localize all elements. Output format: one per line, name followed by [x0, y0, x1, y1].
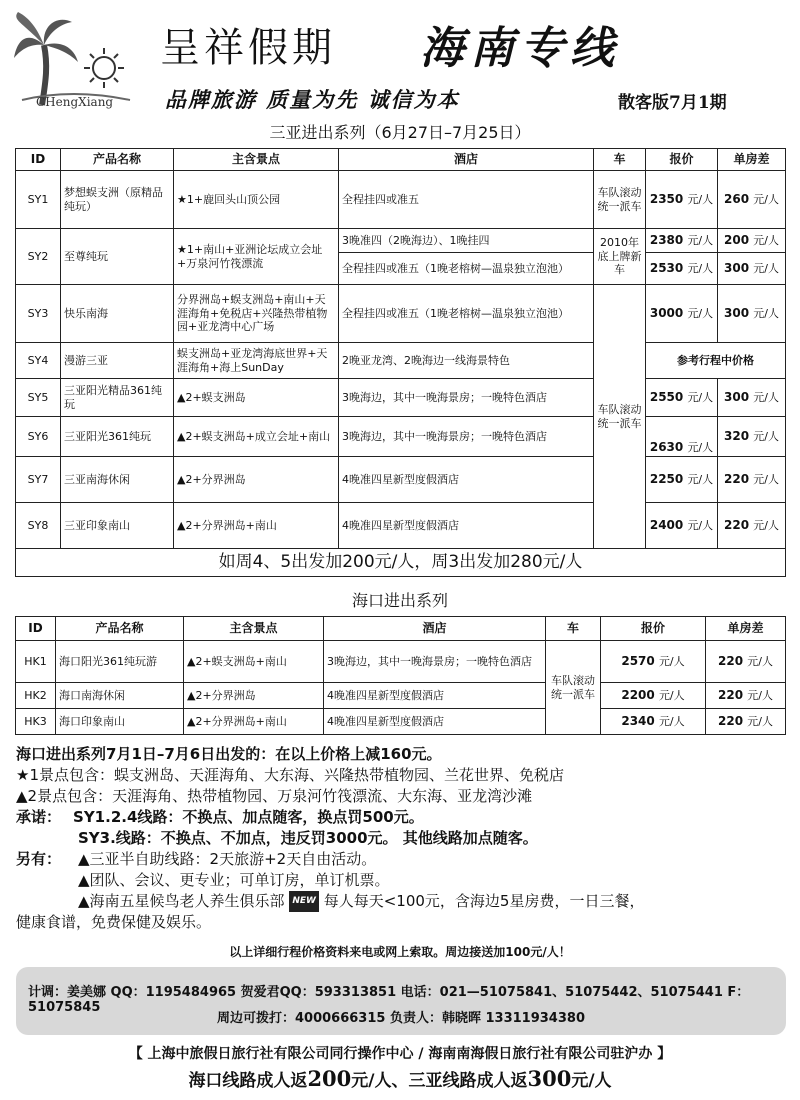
table-row	[16, 641, 786, 683]
spots: ★1+鹿回头山顶公园	[174, 171, 339, 229]
contact-row-1: 计调：姜美娜 QQ：1195484965 贺爱君QQ：593313851 电话：021—51075841、51075442、51075441 F：51075845	[28, 985, 750, 1015]
price: 2550 元/人	[646, 379, 718, 417]
hotel: 3晚海边，其中一晚海景房；一晚特色酒店	[324, 641, 546, 683]
notes-block	[16, 744, 796, 933]
table-row	[16, 683, 786, 709]
spots: ▲2+蜈支洲岛	[174, 379, 339, 417]
tri2-note: ▲2景点包含：天涯海角、热带植物园、万泉河竹筏漂流、大东海、亚龙湾沙滩	[16, 787, 533, 805]
hotel: 全程挂四或准五（1晚老榕树—温泉独立泡池）	[339, 285, 594, 343]
hotel: 4晚准四星新型度假酒店	[324, 683, 546, 709]
edition-label: 散客版7月1期	[618, 93, 727, 113]
price: 2380 元/人	[646, 229, 718, 253]
table-row	[16, 457, 786, 503]
row-id: HK3	[16, 709, 56, 735]
spots: ▲2+蜈支洲岛+南山	[184, 641, 324, 683]
price: 2200 元/人	[601, 683, 706, 709]
col-header: 主含景点	[174, 149, 339, 171]
slogan: 品牌旅游 质量为先 诚信为本	[165, 88, 460, 112]
car-group: 车队滚动统一派车	[546, 641, 601, 735]
single-diff: 300 元/人	[718, 285, 786, 343]
price: 2340 元/人	[601, 709, 706, 735]
product-name: 三亚印象南山	[61, 503, 174, 549]
row-id: SY2	[16, 229, 61, 285]
table-row	[16, 503, 786, 549]
col-header: 报价	[601, 617, 706, 641]
hotel: 3晚海边，其中一晚海景房；一晚特色酒店	[339, 417, 594, 457]
disclaimer: 以上详细行程价格资料来电或网上索取。周边接送加100元/人！	[229, 945, 571, 959]
single-diff: 220 元/人	[706, 683, 786, 709]
single-diff: 260 元/人	[718, 171, 786, 229]
single-diff: 300 元/人	[718, 379, 786, 417]
table-row	[16, 709, 786, 735]
price: 2400 元/人	[646, 503, 718, 549]
price: 2630 元/人	[646, 417, 718, 457]
col-header: ID	[16, 617, 56, 641]
table-row	[16, 229, 786, 253]
sanya-table	[15, 148, 786, 577]
also-line-4: 健康食谱，免费保健及娱乐。	[16, 913, 212, 931]
contact-row-2: 周边可拨打：4000666315 负责人：韩晓晖 13311934380	[216, 1011, 585, 1026]
also-line-1: 另有： ▲三亚半自助线路：2天旅游+2天自由活动。	[16, 850, 377, 868]
col-header: 产品名称	[56, 617, 184, 641]
table-row	[16, 171, 786, 229]
row-id: SY4	[16, 343, 61, 379]
product-name: 海口南海休闲	[56, 683, 184, 709]
row-id: SY3	[16, 285, 61, 343]
surcharge-note: 如周4、5出发加200元/人，周3出发加280元/人	[16, 549, 786, 577]
product-name: 至尊纯玩	[61, 229, 174, 285]
spots: ▲2+分界洲岛+南山	[184, 709, 324, 735]
price: 2530 元/人	[646, 253, 718, 285]
hotel: 2晚亚龙湾、2晚海边一线海景特色	[339, 343, 594, 379]
col-header: 报价	[646, 149, 718, 171]
company-line: 【 上海中旅假日旅行社有限公司同行操作中心 / 海南南海假日旅行社有限公司驻沪办 】	[128, 1046, 672, 1062]
logo-text: CHengXiang	[36, 95, 114, 109]
row-id: SY1	[16, 171, 61, 229]
product-name: 三亚阳光361纯玩	[61, 417, 174, 457]
row-id: SY8	[16, 503, 61, 549]
also-line-2: ▲团队、会议、更专业；可单订房，单订机票。	[78, 871, 390, 889]
single-diff: 220 元/人	[706, 709, 786, 735]
product-name: 快乐南海	[61, 285, 174, 343]
sanya-section-title: 三亚进出系列（6月27日–7月25日）	[269, 123, 531, 142]
single-diff: 220 元/人	[718, 503, 786, 549]
col-header: ID	[16, 149, 61, 171]
hotel: 4晚准四星新型度假酒店	[339, 503, 594, 549]
price: 2350 元/人	[646, 171, 718, 229]
row-id: SY7	[16, 457, 61, 503]
hotel: 3晚海边，其中一晚海景房；一晚特色酒店	[339, 379, 594, 417]
hotel: 4晚准四星新型度假酒店	[324, 709, 546, 735]
price: 2570 元/人	[601, 641, 706, 683]
table-row	[16, 285, 786, 343]
price-note: 参考行程中价格	[646, 343, 786, 379]
rebate-line: 海口线路成人返200元/人、三亚线路成人返300元/人	[188, 1066, 612, 1091]
promise-line-1: 承诺： SY1.2.4线路：不换点、加点随客，换点罚500元。	[16, 808, 424, 826]
col-header: 车	[546, 617, 601, 641]
single-diff: 220 元/人	[718, 457, 786, 503]
also-line-3: ▲海南五星候鸟老人养生俱乐部 NEW 每人每天<100元，含海边5星房费，一日三餐，	[78, 892, 645, 910]
single-diff: 220 元/人	[706, 641, 786, 683]
line-title: 海南专线	[420, 23, 620, 74]
single-diff: 200 元/人	[718, 229, 786, 253]
hotel: 全程挂四或准五（1晚老榕树—温泉独立泡池）	[339, 253, 594, 285]
new-badge: NEW	[289, 891, 319, 912]
car-group-1: 车队滚动统一派车	[594, 171, 646, 229]
brand-name: 呈祥假期	[160, 25, 336, 71]
row-id: HK1	[16, 641, 56, 683]
table-row	[16, 343, 786, 379]
hotel: 4晚准四星新型度假酒店	[339, 457, 594, 503]
product-name: 三亚阳光精品361纯玩	[61, 379, 174, 417]
col-header: 车	[594, 149, 646, 171]
col-header: 单房差	[718, 149, 786, 171]
single-diff: 320 元/人	[718, 417, 786, 457]
spots: 分界洲岛+蜈支洲岛+南山+天涯海角+免税店+兴隆热带植物园+亚龙湾中心广场	[174, 285, 339, 343]
product-name: 梦想蜈支洲（原精品纯玩）	[61, 171, 174, 229]
col-header: 产品名称	[61, 149, 174, 171]
promise-line-2: SY3.线路：不换点、不加点，违反罚3000元。 其他线路加点随客。	[78, 829, 538, 847]
haikou-table	[15, 616, 786, 735]
product-name: 漫游三亚	[61, 343, 174, 379]
car-group-3: 车队滚动统一派车	[594, 285, 646, 549]
discount-note: 海口进出系列7月1日–7月6日出发的：在以上价格上减160元。	[16, 745, 442, 763]
row-id: HK2	[16, 683, 56, 709]
spots: ▲2+分界洲岛	[174, 457, 339, 503]
haikou-section-title: 海口进出系列	[351, 591, 448, 610]
spots: 蜈支洲岛+亚龙湾海底世界+天涯海角+海上SunDay	[174, 343, 339, 379]
star1-note: ★1景点包含：蜈支洲岛、天涯海角、大东海、兴隆热带植物园、兰花世界、免税店	[16, 766, 564, 784]
col-header: 主含景点	[184, 617, 324, 641]
product-name: 海口阳光361纯玩游	[56, 641, 184, 683]
product-name: 海口印象南山	[56, 709, 184, 735]
table-row	[16, 379, 786, 417]
hotel: 3晚准四（2晚海边）、1晚挂四	[339, 229, 594, 253]
col-header: 酒店	[324, 617, 546, 641]
row-id: SY6	[16, 417, 61, 457]
hotel: 全程挂四或准五	[339, 171, 594, 229]
spots: ▲2+分界洲岛+南山	[174, 503, 339, 549]
col-header: 酒店	[339, 149, 594, 171]
product-name: 三亚南海休闲	[61, 457, 174, 503]
table-row	[16, 417, 786, 457]
spots: ▲2+蜈支洲岛+成立会址+南山	[174, 417, 339, 457]
price: 3000 元/人	[646, 285, 718, 343]
contact-box	[16, 967, 786, 1035]
spots: ★1+南山+亚洲论坛成立会址+万泉河竹筏漂流	[174, 229, 339, 285]
price: 2250 元/人	[646, 457, 718, 503]
row-id: SY5	[16, 379, 61, 417]
single-diff: 300 元/人	[718, 253, 786, 285]
spots: ▲2+分界洲岛	[184, 683, 324, 709]
col-header: 单房差	[706, 617, 786, 641]
car-group-2: 2010年底上牌新车	[594, 229, 646, 285]
